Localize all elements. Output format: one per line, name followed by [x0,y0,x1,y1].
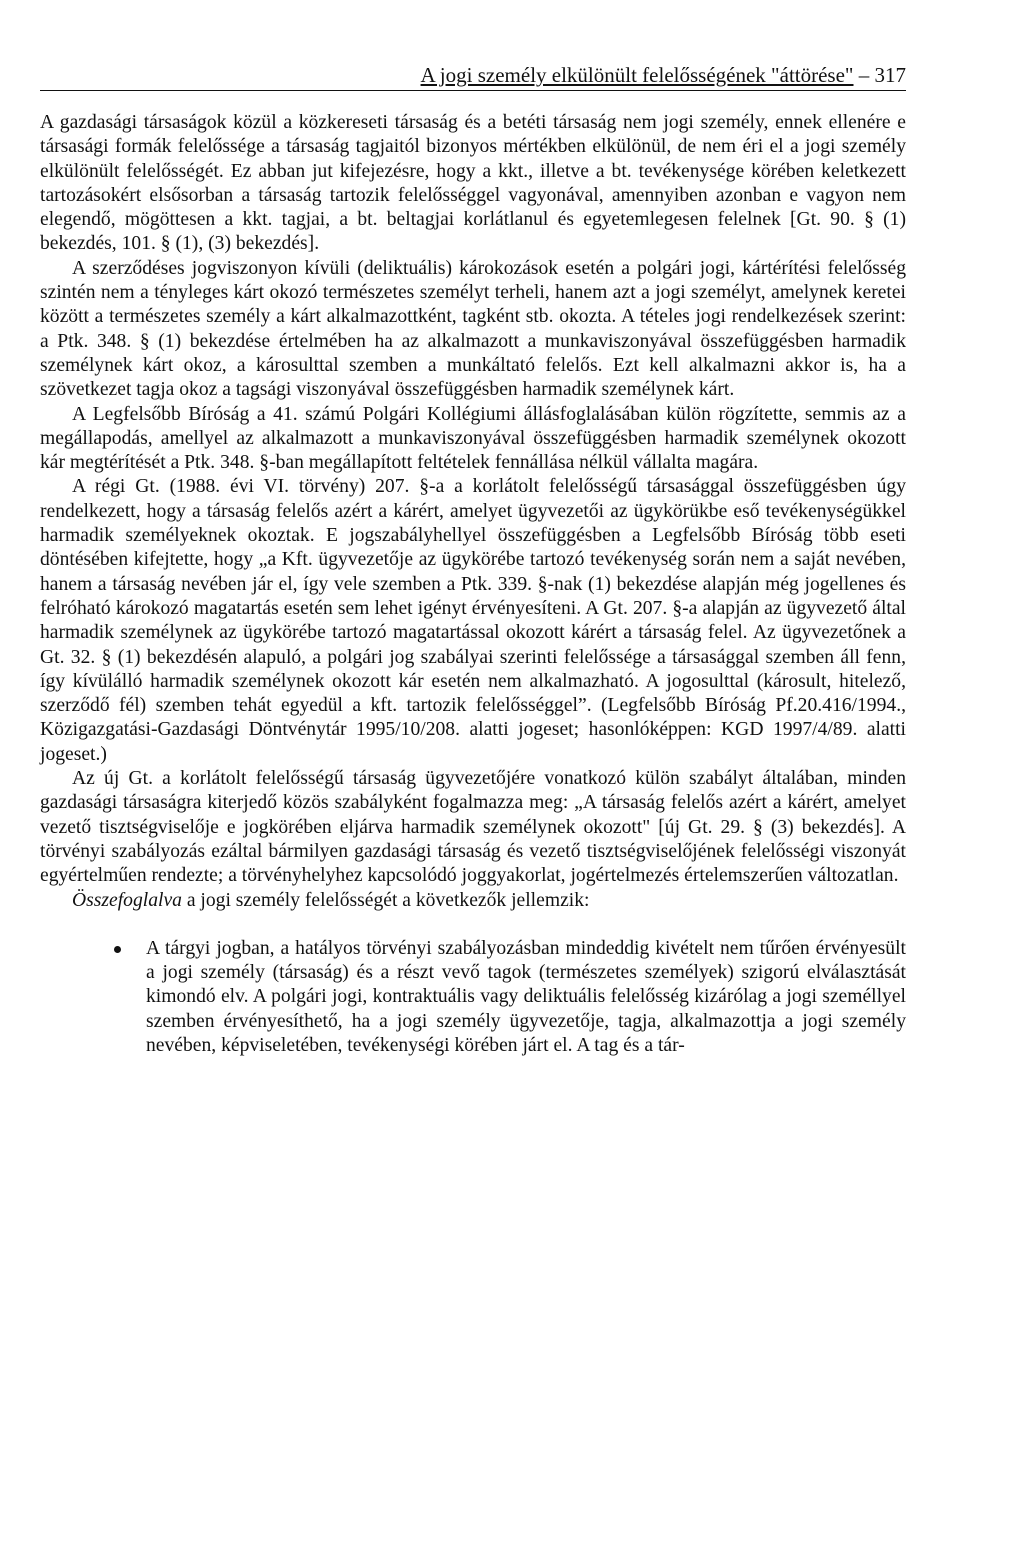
body-text [40,111,906,1058]
bullet-icon [114,946,121,953]
bullet-text: A tárgyi jogban, a hatályos törvényi szabályozásban mindeddig kivételt nem tűrően érvényesült a jogi személy (társaság) és a részt vevő tagok (természetes személyek) szigorú elválasztását kimondó elv. A polgári jogi, kontraktuális vagy deliktuális felelősség kizárólag a jogi személlyel szemben érvényesíthető, ha a jogi személy ügyvezetője, tagja, alkalmazottja a jogi személy nevében, képviseletében, tevékenységi körében járt el. A tag és a tár- [146,937,906,1056]
paragraph: A Legfelsőbb Bíróság a 41. számú Polgári Kollégiumi állásfoglalásában külön rögzítette, semmis az a megállapodás, amellyel az alkalmazott a munkaviszonyával összefüggésben harmadik személynek okozott kár megtérítését a Ptk. 348. §-ban megállapított feltételek fennállása nélkül vállalta magára. [40,403,906,474]
paragraph: A gazdasági társaságok közül a közkereseti társaság és a betéti társaság nem jogi személy, ennek ellenére e társasági formák felelőssége a társaság tagjaitól bizonyos mértékben elkülönül, de nem éri el a jogi személy elkülönült felelősségét. Ez abban jut kifejezésre, hogy a kkt., illetve a bt. tevékenysége körében keletkezett tartozásokért elsősorban a társaság tartozik felelősséggel vagyonával, amennyiben azonban e vagyon nem elegendő, mögöttesen a kkt. tagjai, a bt. beltagjai korlátlanul és egyetemlegesen felelnek [Gt. 90. § (1) bekezdés, 101. § (1), (3) bekezdés]. [40,112,906,255]
paragraph: Az új Gt. a korlátolt felelősségű társaság ügyvezetőjére vonatkozó külön szabályt általában, minden gazdasági társaságra kiterjedő közös szabályként fogalmazza meg: „A társaság felelős azért a kárért, amelyet vezető tisztségviselője e jogkörében eljárva harmadik személynek okozott" [új Gt. 29. § (3) bekezdés]. A törvényi szabályozás ezáltal bármilyen gazdasági társaság és vezető tisztségviselőjének felelősségi viszonyát egyértelműen rendezte; a törvényhelyhez kapcsolódó joggyakorlat, jogértelmezés értelemszerűen változatlan. [40,768,906,887]
page-number: 317 [874,63,906,87]
summary-paragraph [40,889,906,913]
book-page [40,64,906,1058]
bullet-item [40,937,906,1058]
running-header-title: A jogi személy elkülönült felelősségének "áttörése" [420,63,854,87]
summary-italic-lead: Összefoglalva [72,889,182,911]
paragraph: A szerződéses jogviszonyon kívüli (deliktuális) károkozások esetén a polgári jogi, kártérítési felelősség szintén nem a tényleges kárt okozó természetes személyt terheli, hanem azt a jogi személyt, amelynek keretei között a természetes személy a kárt alkalmazottként, tagként stb. okozta. A tételes jogi rendelkezések szerint: a Ptk. 348. § (1) bekezdése értelmében ha az alkalmazott a munkaviszonyával összefüggésben harmadik személynek kárt okoz, a károsulttal szemben a munkáltató felelős. Ezt kell alkalmazni akkor is, ha a szövetkezet tagja okoz a tagsági viszonyával összefüggésben harmadik személynek kárt. [40,257,906,401]
running-header-separator: – [853,63,875,87]
summary-rest: a jogi személy felelősségét a következők jellemzik: [181,889,590,911]
running-header [40,64,906,91]
summary-bullet-list [40,937,906,1058]
paragraph: A régi Gt. (1988. évi VI. törvény) 207. §-a a korlátolt felelősségű társasággal összefüggésben úgy rendelkezett, hogy a társaság felelős azért a kárért, amelyet ügyvezetői az ügykörükbe eső tevékenységükkel harmadik személyeknek okoztak. E jogszabályhellyel összefüggésben a Legfelsőbb Bíróság több eseti döntésében kifejtette, hogy „a Kft. ügyvezetője az ügykörébe tartozó tevékenység során nem a saját nevében, hanem a társaság nevében jár el, így vele szemben a Ptk. 339. §-nak (1) bekezdése alapján még jogellenes és felróható károkozó magatartás esetén sem lehet igényt érvényesíteni. A Gt. 207. §-a alapján az ügyvezető által harmadik személynek az ügykörébe tartozó magatartással okozott kárért a társaság felel. Az ügyvezetőnek a Gt. 32. § (1) bekezdésén alapuló, a polgári jog szabályai szerinti felelőssége a társasággal szemben áll fenn, így kívülálló harmadik személynek okozott kár esetén nem alkalmazható. A jogosulttal (károsult, hitelező, szerződő fél) szemben tehát egyedül a kft. tartozik felelősséggel”. (Legfelsőbb Bíróság Pf.20.416/1994., Közigazgatási-Gazdasági Döntvénytár 1995/10/208. alatti jogeset; hasonlóképpen: KGD 1997/4/89. alatti jogeset.) [40,476,906,765]
